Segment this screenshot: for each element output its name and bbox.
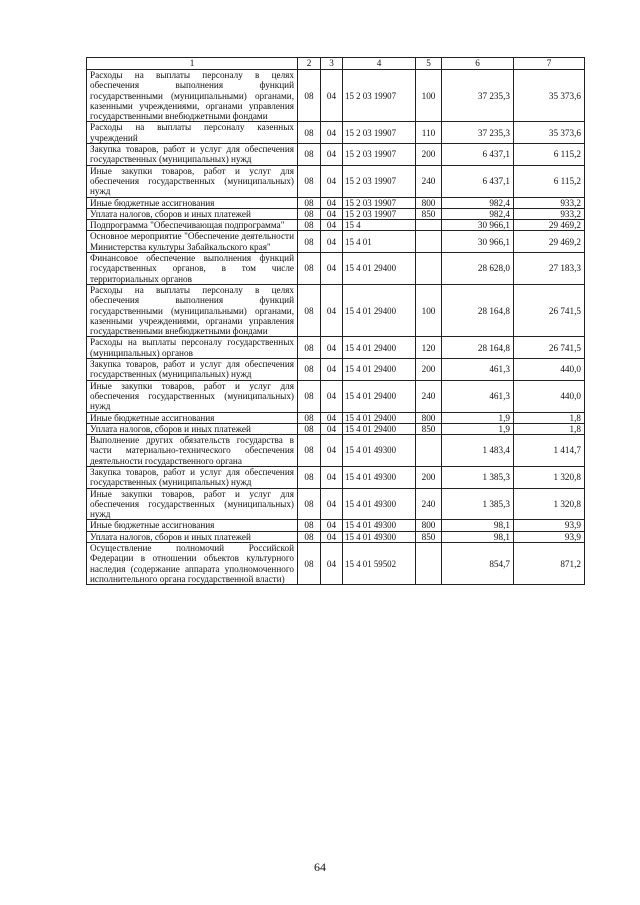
row-value-year1: 982,4 <box>442 197 514 208</box>
row-value-year2: 1,8 <box>514 423 585 434</box>
header-col-7: 7 <box>514 58 585 70</box>
row-section: 08 <box>298 165 321 197</box>
row-value-year1: 28 628,0 <box>442 253 514 285</box>
row-value-year2: 1 320,8 <box>514 466 585 488</box>
row-value-year2: 1,8 <box>514 412 585 423</box>
row-target-code: 15 4 01 49300 <box>343 466 416 488</box>
row-section: 08 <box>298 531 321 542</box>
row-expense-type <box>416 231 442 253</box>
row-expense-type: 200 <box>416 466 442 488</box>
row-subsection: 04 <box>321 543 343 585</box>
row-name: Выполнение других обязательств государства в части материально-технического обеспечения деятельности государственного органа <box>87 435 298 467</box>
row-section: 08 <box>298 488 321 520</box>
row-value-year2: 93,9 <box>514 531 585 542</box>
row-subsection: 04 <box>321 231 343 253</box>
table-row <box>87 380 585 412</box>
row-value-year2: 93,9 <box>514 520 585 531</box>
row-section: 08 <box>298 543 321 585</box>
row-subsection: 04 <box>321 423 343 434</box>
row-expense-type <box>416 253 442 285</box>
table-row <box>87 520 585 531</box>
row-expense-type <box>416 543 442 585</box>
row-subsection: 04 <box>321 208 343 219</box>
row-name: Иные бюджетные ассигнования <box>87 197 298 208</box>
row-section: 08 <box>298 435 321 467</box>
row-expense-type: 800 <box>416 412 442 423</box>
table-row <box>87 208 585 219</box>
table-row <box>87 435 585 467</box>
row-target-code: 15 2 03 19907 <box>343 197 416 208</box>
row-value-year2: 35 373,6 <box>514 122 585 144</box>
header-col-6: 6 <box>442 58 514 70</box>
row-subsection: 04 <box>321 165 343 197</box>
row-expense-type: 850 <box>416 423 442 434</box>
table-row <box>87 412 585 423</box>
table-row <box>87 144 585 166</box>
row-name: Иные закупки товаров, работ и услуг для обеспечения государственных (муниципальных) нужд <box>87 380 298 412</box>
row-subsection: 04 <box>321 380 343 412</box>
row-expense-type: 110 <box>416 122 442 144</box>
row-expense-type: 850 <box>416 531 442 542</box>
row-target-code: 15 4 01 <box>343 231 416 253</box>
row-name: Закупка товаров, работ и услуг для обеспечения государственных (муниципальных) нужд <box>87 359 298 381</box>
header-col-5: 5 <box>416 58 442 70</box>
row-name: Закупка товаров, работ и услуг для обеспечения государственных (муниципальных) нужд <box>87 144 298 166</box>
row-value-year1: 98,1 <box>442 520 514 531</box>
table-row <box>87 70 585 122</box>
row-section: 08 <box>298 359 321 381</box>
header-col-4: 4 <box>343 58 416 70</box>
row-name: Иные бюджетные ассигнования <box>87 412 298 423</box>
row-expense-type: 800 <box>416 197 442 208</box>
row-value-year1: 98,1 <box>442 531 514 542</box>
table-row <box>87 284 585 336</box>
row-section: 08 <box>298 380 321 412</box>
row-target-code: 15 2 03 19907 <box>343 122 416 144</box>
table-row <box>87 197 585 208</box>
row-value-year2: 933,2 <box>514 197 585 208</box>
row-target-code: 15 4 01 29400 <box>343 423 416 434</box>
row-section: 08 <box>298 231 321 253</box>
page-number: 64 <box>314 860 326 874</box>
row-value-year1: 28 164,8 <box>442 337 514 359</box>
row-value-year2: 1 414,7 <box>514 435 585 467</box>
row-target-code: 15 4 01 29400 <box>343 337 416 359</box>
row-value-year2: 26 741,5 <box>514 284 585 336</box>
header-col-2: 2 <box>298 58 321 70</box>
row-value-year2: 26 741,5 <box>514 337 585 359</box>
row-expense-type: 200 <box>416 144 442 166</box>
row-subsection: 04 <box>321 122 343 144</box>
table-row <box>87 253 585 285</box>
row-section: 08 <box>298 284 321 336</box>
row-target-code: 15 4 01 49300 <box>343 435 416 467</box>
row-value-year2: 6 115,2 <box>514 165 585 197</box>
row-value-year2: 440,0 <box>514 359 585 381</box>
row-section: 08 <box>298 423 321 434</box>
row-expense-type <box>416 435 442 467</box>
row-value-year1: 461,3 <box>442 359 514 381</box>
row-target-code: 15 4 01 29400 <box>343 359 416 381</box>
row-subsection: 04 <box>321 435 343 467</box>
table-row <box>87 543 585 585</box>
row-name: Уплата налогов, сборов и иных платежей <box>87 208 298 219</box>
row-name: Иные закупки товаров, работ и услуг для обеспечения государственных (муниципальных) нужд <box>87 488 298 520</box>
row-value-year2: 1 320,8 <box>514 488 585 520</box>
budget-table <box>86 57 585 585</box>
row-section: 08 <box>298 208 321 219</box>
row-value-year1: 1 483,4 <box>442 435 514 467</box>
row-target-code: 15 2 03 19907 <box>343 70 416 122</box>
row-subsection: 04 <box>321 253 343 285</box>
row-value-year1: 37 235,3 <box>442 122 514 144</box>
row-name: Подпрограмма "Обеспечивающая подпрограмма" <box>87 220 298 231</box>
row-subsection: 04 <box>321 520 343 531</box>
row-subsection: 04 <box>321 412 343 423</box>
row-value-year1: 37 235,3 <box>442 70 514 122</box>
row-subsection: 04 <box>321 466 343 488</box>
row-target-code: 15 4 01 29400 <box>343 284 416 336</box>
row-target-code: 15 4 <box>343 220 416 231</box>
row-value-year2: 27 183,3 <box>514 253 585 285</box>
row-target-code: 15 4 01 29400 <box>343 380 416 412</box>
row-name: Расходы на выплаты персоналу государственных (муниципальных) органов <box>87 337 298 359</box>
row-section: 08 <box>298 337 321 359</box>
row-name: Иные бюджетные ассигнования <box>87 520 298 531</box>
row-name: Расходы на выплаты персоналу в целях обеспечения выполнения функций государственными (муниципальными) органами, казенными учреждениями, органами управления государственными внебюджетными фондами <box>87 284 298 336</box>
row-name: Осуществление полномочий Российской Федерации в отношении объектов культурного наследия (содержание аппарата уполномоченного исполнительного органа государственной власти) <box>87 543 298 585</box>
row-expense-type: 100 <box>416 284 442 336</box>
row-value-year1: 28 164,8 <box>442 284 514 336</box>
row-value-year1: 1,9 <box>442 423 514 434</box>
row-subsection: 04 <box>321 284 343 336</box>
row-expense-type <box>416 220 442 231</box>
row-value-year1: 1 385,3 <box>442 466 514 488</box>
row-value-year2: 35 373,6 <box>514 70 585 122</box>
row-section: 08 <box>298 220 321 231</box>
row-expense-type: 120 <box>416 337 442 359</box>
row-subsection: 04 <box>321 197 343 208</box>
row-target-code: 15 4 01 29400 <box>343 412 416 423</box>
row-expense-type: 850 <box>416 208 442 219</box>
row-section: 08 <box>298 70 321 122</box>
row-subsection: 04 <box>321 144 343 166</box>
table-row <box>87 531 585 542</box>
table-row <box>87 337 585 359</box>
table-row <box>87 466 585 488</box>
table-row <box>87 359 585 381</box>
row-value-year2: 440,0 <box>514 380 585 412</box>
row-name: Финансовое обеспечение выполнения функций государственных органов, в том числе территориальных органов <box>87 253 298 285</box>
row-expense-type: 240 <box>416 380 442 412</box>
row-value-year1: 982,4 <box>442 208 514 219</box>
row-value-year2: 29 469,2 <box>514 220 585 231</box>
header-row <box>87 58 585 70</box>
row-subsection: 04 <box>321 337 343 359</box>
row-expense-type: 240 <box>416 488 442 520</box>
row-name: Расходы на выплаты персоналу казенных учреждений <box>87 122 298 144</box>
row-value-year1: 461,3 <box>442 380 514 412</box>
row-name: Уплата налогов, сборов и иных платежей <box>87 531 298 542</box>
row-name: Расходы на выплаты персоналу в целях обеспечения выполнения функций государственными (муниципальными) органами, казенными учреждениями, органами управления государственными внебюджетными фондами <box>87 70 298 122</box>
row-value-year1: 6 437,1 <box>442 144 514 166</box>
row-target-code: 15 4 01 49300 <box>343 488 416 520</box>
row-value-year1: 30 966,1 <box>442 220 514 231</box>
row-subsection: 04 <box>321 488 343 520</box>
row-name: Основное мероприятие "Обеспечение деятельности Министерства культуры Забайкальского края" <box>87 231 298 253</box>
row-value-year2: 29 469,2 <box>514 231 585 253</box>
row-value-year2: 871,2 <box>514 543 585 585</box>
row-target-code: 15 4 01 29400 <box>343 253 416 285</box>
row-name: Закупка товаров, работ и услуг для обеспечения государственных (муниципальных) нужд <box>87 466 298 488</box>
row-value-year1: 1 385,3 <box>442 488 514 520</box>
row-value-year1: 6 437,1 <box>442 165 514 197</box>
table-row <box>87 231 585 253</box>
row-expense-type: 200 <box>416 359 442 381</box>
table-row <box>87 122 585 144</box>
row-subsection: 04 <box>321 70 343 122</box>
row-section: 08 <box>298 144 321 166</box>
row-target-code: 15 2 03 19907 <box>343 144 416 166</box>
row-value-year2: 933,2 <box>514 208 585 219</box>
row-section: 08 <box>298 466 321 488</box>
row-section: 08 <box>298 122 321 144</box>
row-name: Уплата налогов, сборов и иных платежей <box>87 423 298 434</box>
row-expense-type: 240 <box>416 165 442 197</box>
row-target-code: 15 2 03 19907 <box>343 208 416 219</box>
row-subsection: 04 <box>321 220 343 231</box>
row-target-code: 15 2 03 19907 <box>343 165 416 197</box>
row-target-code: 15 4 01 49300 <box>343 531 416 542</box>
row-subsection: 04 <box>321 531 343 542</box>
row-section: 08 <box>298 520 321 531</box>
row-target-code: 15 4 01 59502 <box>343 543 416 585</box>
row-section: 08 <box>298 197 321 208</box>
row-section: 08 <box>298 412 321 423</box>
row-value-year1: 854,7 <box>442 543 514 585</box>
row-expense-type: 800 <box>416 520 442 531</box>
table-header <box>87 58 585 70</box>
row-value-year1: 30 966,1 <box>442 231 514 253</box>
row-section: 08 <box>298 253 321 285</box>
row-name: Иные закупки товаров, работ и услуг для обеспечения государственных (муниципальных) нужд <box>87 165 298 197</box>
header-col-1: 1 <box>87 58 298 70</box>
row-value-year2: 6 115,2 <box>514 144 585 166</box>
table-row <box>87 423 585 434</box>
row-value-year1: 1,9 <box>442 412 514 423</box>
header-col-3: 3 <box>321 58 343 70</box>
row-target-code: 15 4 01 49300 <box>343 520 416 531</box>
row-subsection: 04 <box>321 359 343 381</box>
table-body <box>87 70 585 585</box>
table-row <box>87 488 585 520</box>
table-row <box>87 220 585 231</box>
row-expense-type: 100 <box>416 70 442 122</box>
table-row <box>87 165 585 197</box>
